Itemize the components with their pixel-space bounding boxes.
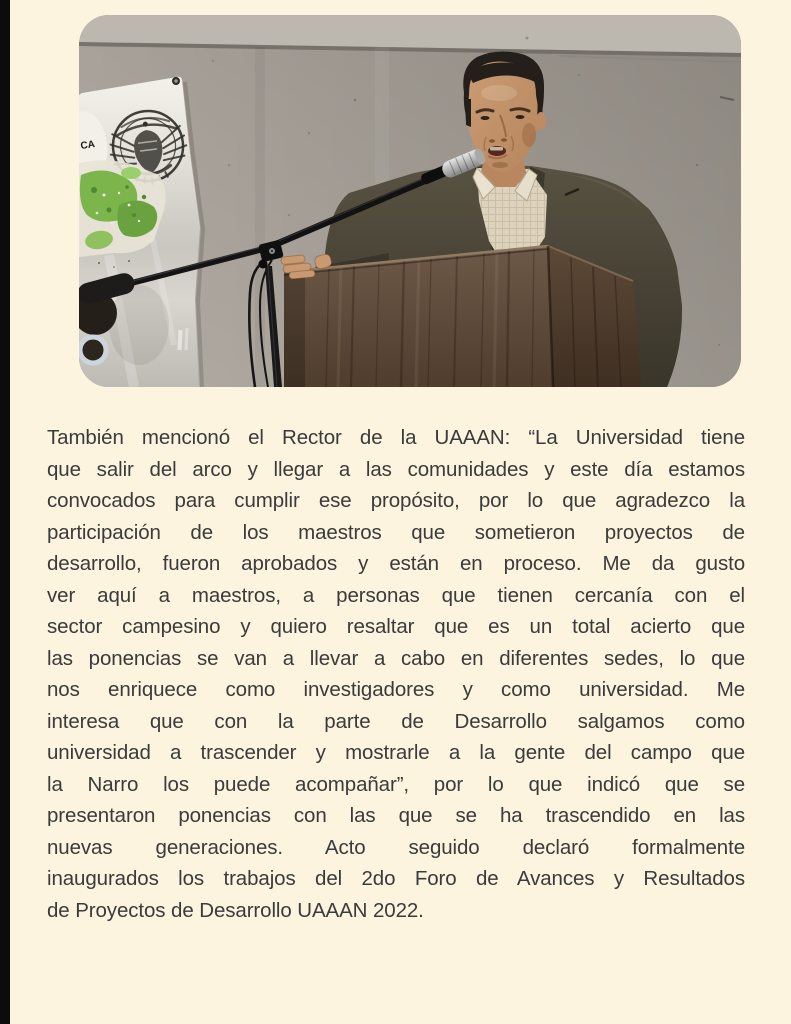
rector-podium-photo-illustration [79,15,741,387]
podium [284,246,641,387]
article-paragraph [47,422,745,926]
paragraph-line: que salir del arco y llegar a las comunidades y este día estamos [47,457,745,481]
paragraph-line: ver aquí a maestros, a personas que tienen cercanía con el [47,583,745,607]
paragraph-line: convocados para cumplir ese propósito, por lo que agradezco la [47,489,745,512]
paragraph-line: interesa que con la parte de Desarrollo salgamos como [47,709,745,733]
paragraph-line: participación de los maestros que sometieron proyectos de [47,520,745,544]
paragraph-line: sector campesino y quiero resaltar que es un total acierto que [47,615,745,638]
page-edge-bar [0,0,10,1024]
paragraph-line: nos enriquece como investigadores y como universidad. Me [47,678,745,701]
banner [79,77,203,387]
paragraph-line: la Narro los puede acompañar”, por lo que indicó que se [47,772,745,796]
paragraph-line: presentaron ponencias con las que se ha trascendido en las [47,804,745,827]
banner-text: CA [79,139,96,152]
article-photo [79,15,741,387]
paragraph-line: nuevas generaciones. Acto seguido declaró formalmente [47,835,745,859]
paragraph-line: También mencionó el Rector de la UAAAN: “La Universidad tiene [47,426,745,449]
paragraph-line: de Proyectos de Desarrollo UAAAN 2022. [47,898,424,922]
paragraph-line: universidad a trascender y mostrarle a la gente del campo que [47,741,745,764]
paragraph-line: las ponencias se van a llevar a cabo en diferentes sedes, lo que [47,646,745,670]
paragraph-line: inaugurados los trabajos del 2do Foro de Avances y Resultados [47,867,745,890]
paragraph-line: desarrollo, fueron aprobados y están en proceso. Me da gusto [47,552,745,575]
banner-ringed-circle [80,337,106,363]
ear [536,112,546,130]
